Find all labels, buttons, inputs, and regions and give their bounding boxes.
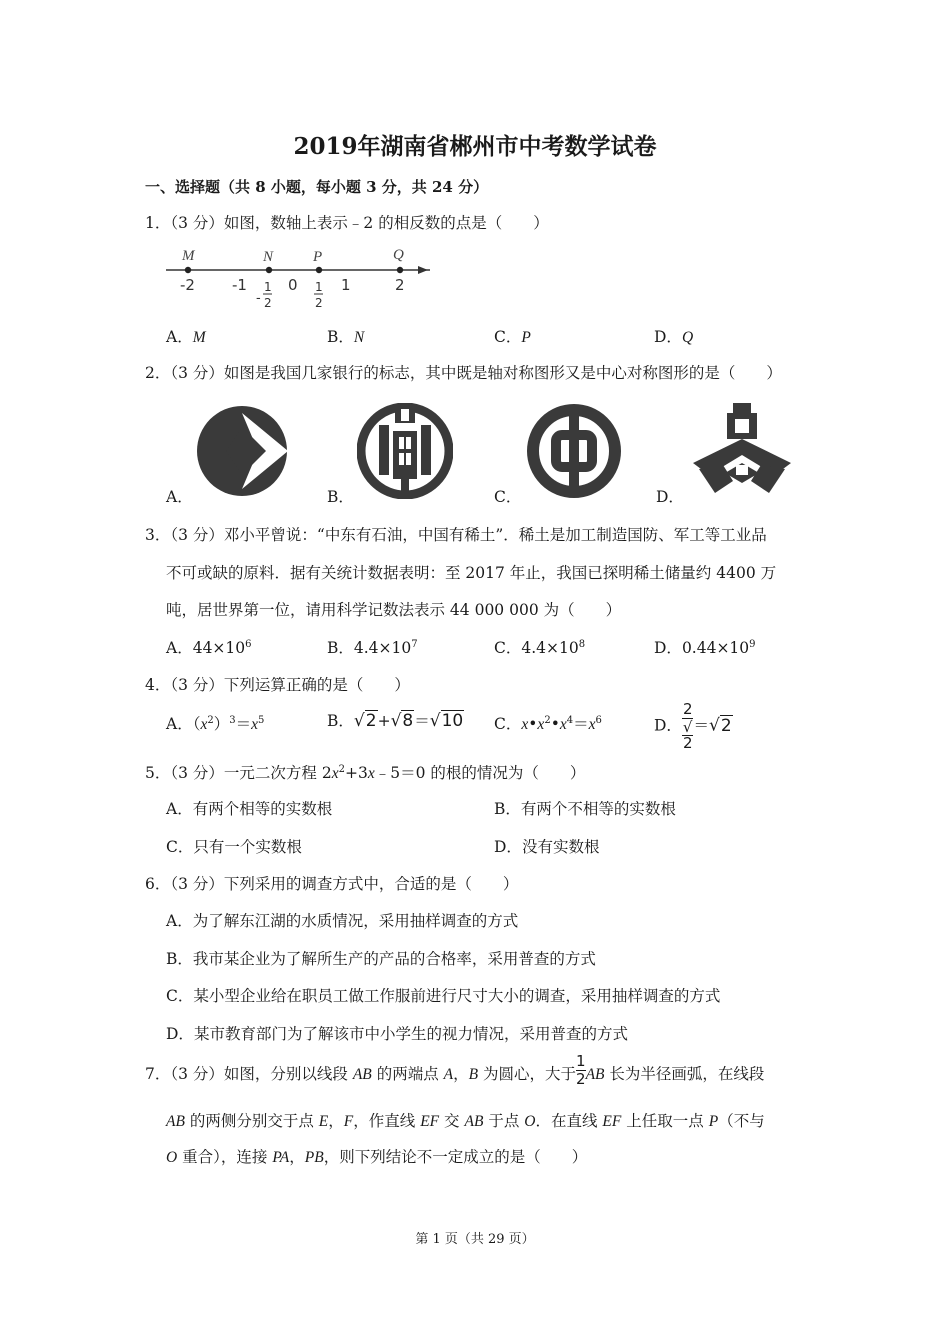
page-title: 2019年湖南省郴州市中考数学试卷 xyxy=(293,133,657,160)
question-7-line2: AB 的两侧分别交于点 E，F，作直线 EF 交 AB 于点 O．在直线 EF 上任取一点 P（不与 xyxy=(166,1112,765,1130)
section-heading: 一、选择题（共 8 小题，每小题 3 分，共 24 分） xyxy=(145,178,489,196)
q6-option-a: A．为了解东江湖的水质情况，采用抽样调查的方式 xyxy=(166,912,519,930)
q3-option-a: A．$44\times 10^6$ xyxy=(166,639,252,657)
half-denominator: 2 xyxy=(264,296,272,310)
tick-label: 1 xyxy=(341,276,351,294)
question-6-stem: 6．（3 分）下列采用的调查方式中，合适的是（ ） xyxy=(145,875,519,893)
q6-option-d: D．某市教育部门为了解该市中小学生的视力情况，采用普查的方式 xyxy=(166,1025,628,1043)
q4-option-d: D． 2 √ 2 ＝√2 xyxy=(654,700,732,752)
q4-option-a: A．$(x^2)^3=x^5$ xyxy=(166,715,265,733)
q3-option-d: D．$0.44\times 10^9$ xyxy=(654,639,756,657)
bank-logo-c-icon xyxy=(526,403,622,499)
q1-option-b: B．N xyxy=(327,328,365,346)
number-line xyxy=(160,240,430,314)
half-denominator: 2 xyxy=(315,296,323,310)
point-label-n: N xyxy=(263,249,274,265)
tick-label: -1 xyxy=(232,276,247,294)
q2-label-c: C． xyxy=(494,488,522,506)
point-p xyxy=(316,267,322,273)
q1-option-a: A．M xyxy=(166,328,206,346)
question-2-stem: 2．（3 分）如图是我国几家银行的标志，其中既是轴对称图形又是中心对称图形的是（ ） xyxy=(145,364,782,382)
bank-logo-a-icon xyxy=(196,405,292,497)
question-3-line2: 不可或缺的原料．据有关统计数据表明：至 2017 年止，我国已探明稀土储量约 4400 万 xyxy=(166,564,777,582)
tick-label: 0 xyxy=(288,276,298,294)
q4-option-c: C．$x•x^2•x^4=x^6$ xyxy=(494,715,602,733)
point-label-m: M xyxy=(182,248,195,264)
question-3-line3: 吨，居世界第一位，请用科学记数法表示 44 000 000 为（ ） xyxy=(166,601,622,619)
q1-option-d: D．Q xyxy=(654,328,694,346)
question-3-line1: 3．（3 分）邓小平曾说：“中东有石油，中国有稀土”．稀土是加工制造国防、军工等工业品 xyxy=(145,526,767,544)
question-1-stem: 1．（3 分）如图，数轴上表示﹣2 的相反数的点是（ ） xyxy=(145,214,549,232)
q4-option-b: B．√2+√8＝√10 xyxy=(327,711,464,731)
q2-label-d: D． xyxy=(656,488,684,506)
question-4-stem: 4．（3 分）下列运算正确的是（ ） xyxy=(145,676,410,694)
point-n xyxy=(266,267,272,273)
q6-option-b: B．我市某企业为了解所生产的产品的合格率，采用普查的方式 xyxy=(166,950,596,968)
point-m xyxy=(185,267,191,273)
bank-logo-d-icon xyxy=(689,403,799,497)
question-5-stem: 5．（3 分）一元二次方程 $2x^2+3x﹣5=0$ 的根的情况为（ ） xyxy=(145,764,586,782)
tick-label: 2 xyxy=(395,276,405,294)
q3-option-b: B．$4.4\times 10^7$ xyxy=(327,639,418,657)
q2-label-b: B． xyxy=(327,488,354,506)
tick-label: -2 xyxy=(180,276,195,294)
q5-option-a: A．有两个相等的实数根 xyxy=(166,800,333,818)
page-footer: 第 1 页（共 29 页） xyxy=(415,1232,535,1247)
point-q xyxy=(397,267,403,273)
half-numerator: 1 xyxy=(264,280,272,294)
q5-option-b: B．有两个不相等的实数根 xyxy=(494,800,676,818)
question-7-line1: 7．（3 分）如图，分别以线段 AB 的两端点 A，B 为圆心，大于 $\frac{1}{2}$ AB 长为半径画弧，在线段 xyxy=(145,1051,765,1088)
q6-option-c: C．某小型企业给在职员工做工作服前进行尺寸大小的调查，采用抽样调查的方式 xyxy=(166,987,721,1005)
q2-label-a: A． xyxy=(166,488,193,506)
bank-logo-b-icon xyxy=(357,403,453,499)
question-7-line3: O 重合），连接 PA，PB，则下列结论不一定成立的是（ ） xyxy=(166,1148,588,1166)
q5-option-c: C．只有一个实数根 xyxy=(166,838,302,856)
neg-sign: - xyxy=(256,291,261,306)
q5-option-d: D．没有实数根 xyxy=(494,838,600,856)
point-label-p: P xyxy=(313,249,323,265)
point-label-q: Q xyxy=(393,247,404,263)
half-numerator: 1 xyxy=(315,280,323,294)
q1-option-c: C．P xyxy=(494,328,531,346)
q3-option-c: C．$4.4\times 10^8$ xyxy=(494,639,586,657)
